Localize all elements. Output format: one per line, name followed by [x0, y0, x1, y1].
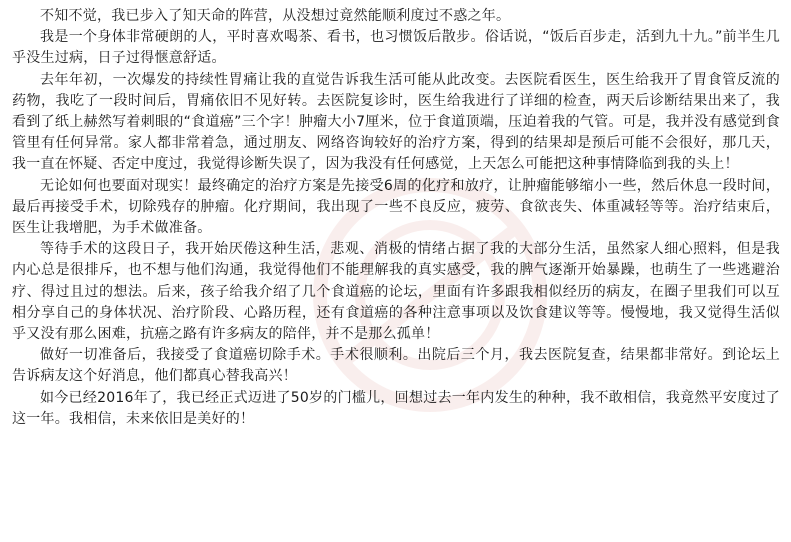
paragraph-6: 做好一切准备后，我接受了食道癌切除手术。手术很顺利。出院后三个月，我去医院复查，结果都非常好。到论坛上告诉病友这个好消息，他们都真心替我高兴！	[12, 347, 780, 385]
paragraph-5: 等待手术的这段日子，我开始厌倦这种生活，悲观、消极的情绪占据了我的大部分生活，虽然家人细心照料，但是我内心总是很排斥，也不想与他们沟通，我觉得他们不能理解我的真实感受，我的脾气逐渐开始暴躁，也萌生了一些逃避治疗、得过且过的想法。后来，孩子给我介绍了几个食道癌的论坛，里面有许多跟我相似经历的病友，在圈子里我们可以互相分享自己的身体状况、治疗阶段、心路历程，还有食道癌的各种注意事项以及饮食建议等等。慢慢地，我又觉得生活似乎又没有那么困难，抗癌之路有许多病友的陪伴，并不是那么孤单！	[12, 241, 780, 343]
paragraph-2: 我是一个身体非常硬朗的人，平时喜欢喝茶、看书，也习惯饭后散步。俗话说，“饭后百步走，活到九十九。”前半生几乎没生过病，日子过得惬意舒适。	[12, 29, 780, 67]
paragraph-3: 去年年初，一次爆发的持续性胃痛让我的直觉告诉我生活可能从此改变。去医院看医生，医生给我开了胃食管反流的药物，我吃了一段时间后，胃痛依旧不见好转。去医院复诊时，医生给我进行了详细的检查，两天后诊断结果出来了，我看到了纸上赫然写着刺眼的“食道癌”三个字！肿瘤大小7厘米，位于食道顶端，压迫着我的气管。可是，我并没有感觉到食管里有任何异常。家人都非常着急，通过朋友、网络咨询较好的治疗方案，得到的结果却是预后可能不会很好，那几天，我一直在怀疑、否定中度过，我觉得诊断失误了，因为我没有任何感觉，上天怎么可能把这种事情降临到我的头上！	[12, 71, 780, 173]
paragraph-4: 无论如何也要面对现实！最终确定的治疗方案是先接受6周的化疗和放疗，让肿瘤能够缩小一些，然后休息一段时间，最后再接受手术，切除残存的肿瘤。化疗期间，我出现了一些不良反应，疲劳、食欲丧失、体重减轻等等。治疗结束后，医生让我增肥，为手术做准备。	[12, 177, 780, 237]
paragraph-7: 如今已经2016年了，我已经正式迈进了50岁的门槛儿，回想过去一年内发生的种种，我不敢相信，我竟然平安度过了这一年。我相信，未来依旧是美好的！	[12, 389, 780, 427]
article-body	[12, 6, 780, 430]
paragraph-1: 不知不觉，我已步入了知天命的阵营，从没想过竟然能顺利度过不惑之年。	[40, 8, 511, 24]
